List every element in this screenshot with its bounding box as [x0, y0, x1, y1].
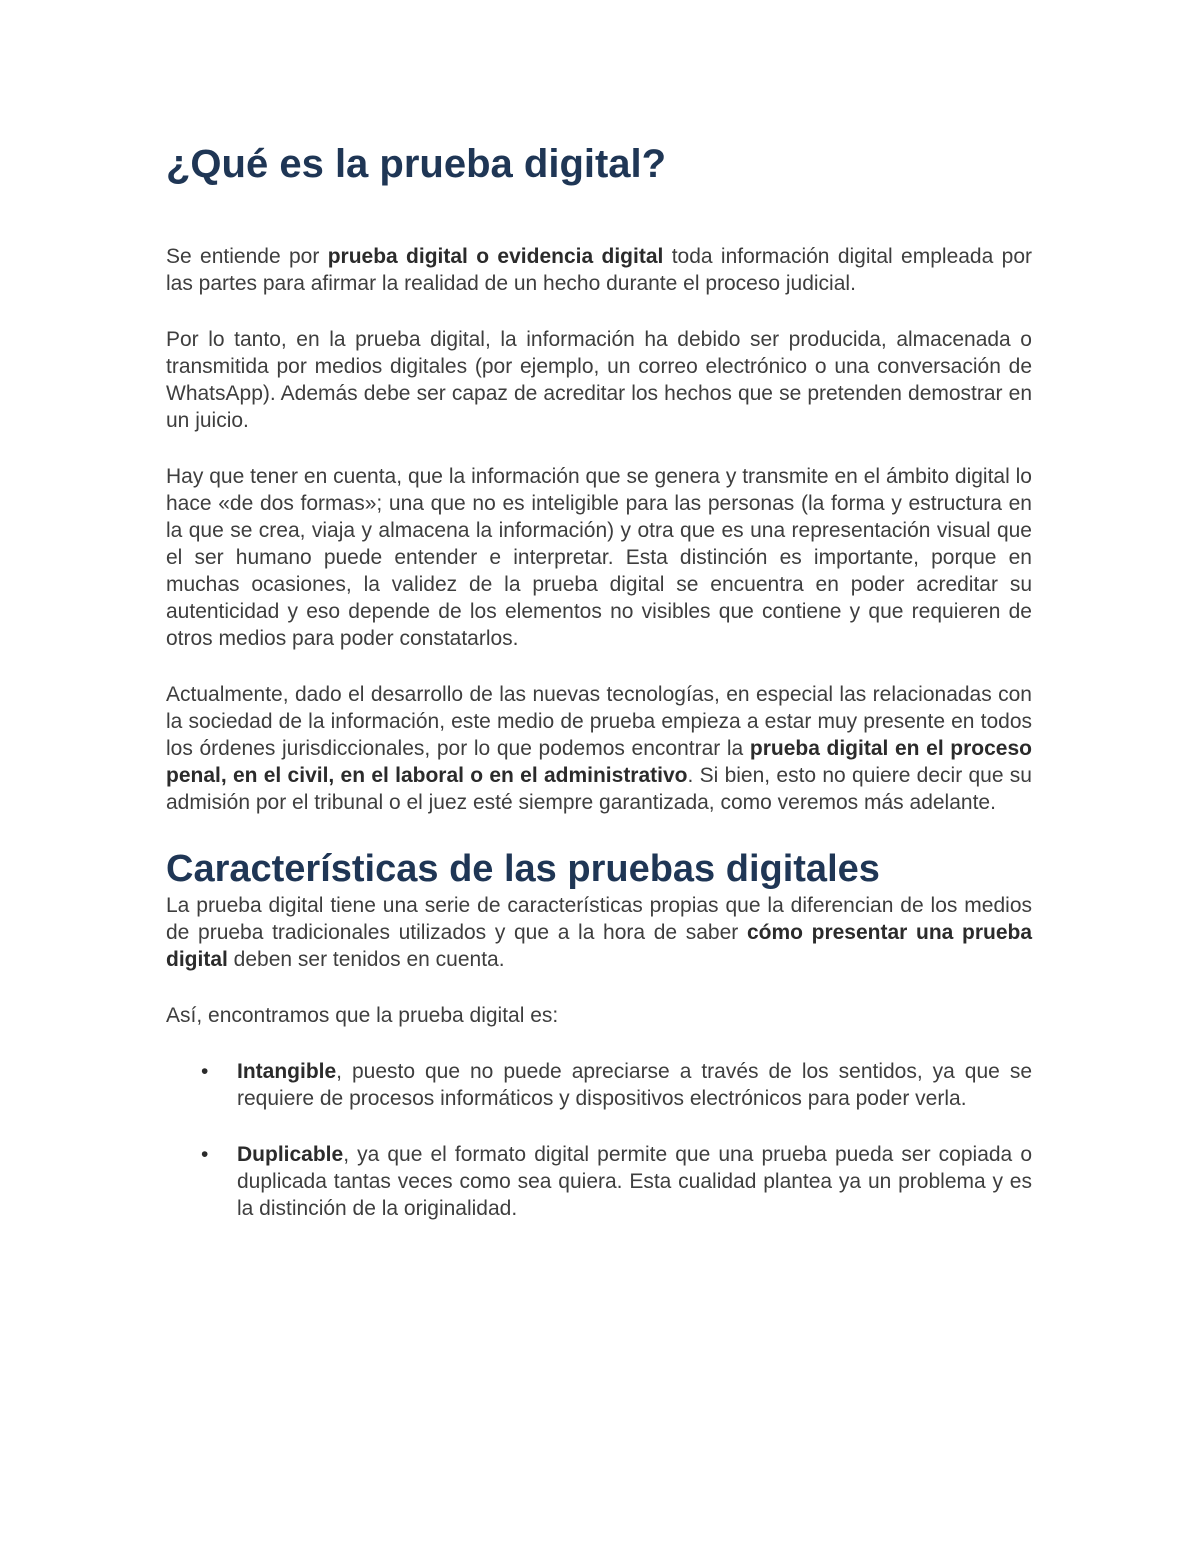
paragraph-list-intro: Así, encontramos que la prueba digital es: [166, 1004, 559, 1027]
paragraph-characteristics-intro [166, 892, 1032, 973]
list-item [166, 1141, 1032, 1222]
list-item-text: , puesto que no puede apreciarse a través de los sentidos, ya que se requiere de procesos informáticos y dispositivos electrónicos para poder verla. [237, 1060, 1032, 1110]
page-title: ¿Qué es la prueba digital? [166, 142, 667, 186]
list-item-term: Intangible [237, 1060, 337, 1083]
paragraph-definition [166, 243, 1032, 297]
paragraph-jurisdictions [166, 681, 1032, 816]
characteristics-list [166, 1058, 1032, 1222]
paragraph-definition-bold: prueba digital o evidencia digital [327, 245, 664, 268]
paragraph-digital-means: Por lo tanto, en la prueba digital, la información ha debido ser producida, almacenada o transmitida por medios digitales (por ejemplo, un correo electrónico o una conversación de WhatsApp). Además debe ser capaz de acreditar los hechos que se pretenden demostrar en un juicio. [166, 328, 1032, 432]
paragraph-jurisdictions-post: . Si bien, esto no quiere decir que su admisión por el tribunal o el juez esté siempre garantizada, como veremos más adelante. [166, 764, 1032, 814]
section-heading-characteristics: Características de las pruebas digitales [166, 848, 880, 890]
bullet-icon: • [201, 1060, 209, 1083]
paragraph-jurisdictions-pre: Actualmente, dado el desarrollo de las nuevas tecnologías, en especial las relacionadas con la sociedad de la información, este medio de prueba empieza a estar muy presente en todos los órdenes jurisdiccionales, por lo que podemos encontrar la [166, 683, 1032, 760]
list-item [166, 1058, 1032, 1112]
document-page [166, 138, 1032, 1251]
paragraph-definition-post: toda información digital empleada por las partes para afirmar la realidad de un hecho durante el proceso judicial. [166, 245, 1033, 295]
paragraph-two-forms: Hay que tener en cuenta, que la información que se genera y transmite en el ámbito digital lo hace «de dos formas»; una que no es inteligible para las personas (la forma y estructura en la que se crea, viaja y almacena la información) y otra que es una representación visual que el ser humano puede entender e interpretar. Esta distinción es importante, porque en muchas ocasiones, la validez de la prueba digital se encuentra en poder acreditar su autenticidad y eso depende de los elementos no visibles que contiene y que requieren de otros medios para poder constatarlos. [166, 465, 1032, 650]
paragraph-characteristics-pre: La prueba digital tiene una serie de características propias que la diferencian de los medios de prueba tradicionales utilizados y que a la hora de saber [166, 894, 1032, 944]
paragraph-characteristics-post: deben ser tenidos en cuenta. [227, 948, 505, 971]
paragraph-characteristics-bold: cómo presentar una prueba digital [166, 921, 1032, 971]
paragraph-jurisdictions-bold: prueba digital en el proceso penal, en el civil, en el laboral o en el administrativo [166, 737, 1032, 787]
bullet-icon: • [201, 1143, 209, 1166]
paragraph-definition-pre: Se entiende por [166, 245, 328, 268]
list-item-term: Duplicable [237, 1143, 344, 1166]
list-item-text: , ya que el formato digital permite que una prueba pueda ser copiada o duplicada tantas veces como sea quiera. Esta cualidad plantea ya un problema y es la distinción de la originalidad. [237, 1143, 1032, 1220]
